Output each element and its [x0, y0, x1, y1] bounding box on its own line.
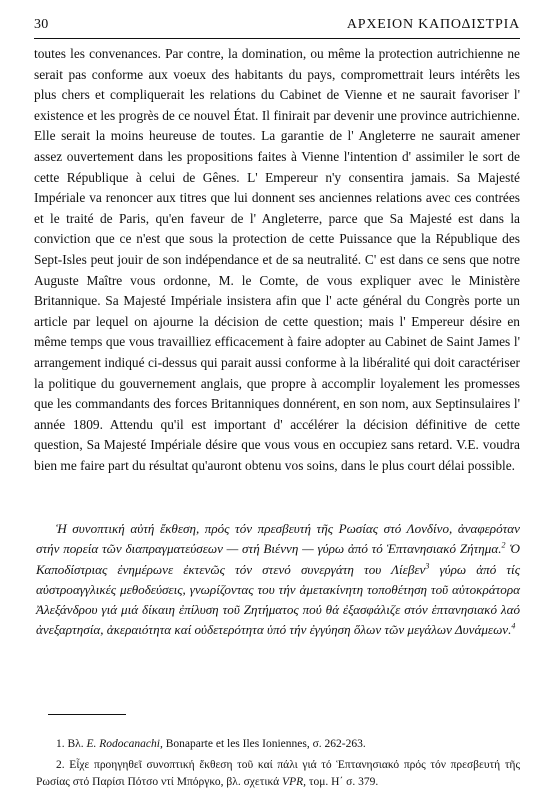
footnote-1: [36, 736, 520, 753]
footnote-2: [36, 757, 520, 791]
commentary-text-2: Ὁ Καποδίστριας ἐνημέρωνε ἐκτενῶς τόν στενό συνεργάτη του Λίεβεν: [36, 541, 520, 577]
footnotes-block: [36, 736, 520, 795]
commentary-text-1: Ἡ συνοπτική αὐτή ἔκθεση, πρός τόν πρεσβευτή τῆς Ρωσίας στό Λονδίνο, ἀναφερόταν στήν πορεία τῶν διαπραγματεύσεων — στή Βιέννη — γύρω ἀπό τό Ἑπτανησιακό Ζήτημα.: [36, 521, 520, 557]
running-title: ΑΡΧΕΙΟΝ ΚΑΠΟΔΙΣΤΡΙΑ: [346, 17, 520, 32]
footnote-prefix: Εἶχε προηγηθεῖ συνοπτική ἔκθεση τοῦ καί πάλι γιά τό Ἑπτανησιακό πρός τόν πρεσβευτή τῆς Ρωσίας στό Παρίσι Πότσο ντί Μπόργκο, βλ. σχετικά: [36, 759, 521, 788]
footnote-separator: [48, 714, 126, 715]
main-paragraph: toutes les convenances. Par contre, la domination, ou même la protection autrichienne ne serait pas conforme aux voeux des habitants du pays, compromettrait leurs intérêts les plus chers et compliquerait les relations du Cabinet de Vienne et ne saurait favoriser l' existence et les progrès de ce nouvel État. Il finirait par devenir une province autrichienne. Elle serait la moins heureuse de toutes. La garantie de l' Angleterre ne saurait amener assez ouvertement dans les propositions faites à Vienne l'intention d' assimiler le sort de cette République à celui de Gênes. L' Empereur n'y consentira jamais. Sa Majesté Impériale va renoncer aux titres que lui donnent ses anciennes relations avec ces contrées et le traité de Paris, qu'en faveur de l' Angleterre, parce que Sa Majesté est dans la conviction que ce n'est que sous la protection de cette Puissance que la République des Sept-Isles peut jouir de son indépendance et de sa neutralité. C' est dans ce sens que notre Auguste Maître vous ordonne, M. le Comte, de vous expliquer avec le Ministère Britannique. Sa Majesté Impériale insistera afin que l' acte général du Congrès porte un article par lequel on ajourne la décision de cette question; mais l' Empereur désire en même temps que vous travailliez efficacement à faire adopter au Cabinet de Saint James l' arrangement indiqué ci-dessus qui parait aussi conforme à la libéralité qui doit caractériser la politique du gouvernement anglais, que propre à accomplir loyalement les promesses que les commandants des forces Britanniques donnérent, en son nom, aux Septinsulaires l' année 1809. Attendu qu'il est important d' accélérer la décision définitive de cette question, Sa Majesté Impériale désire que vous vous en occupiez sans retard. V.E. voudra bien me faire part du résultat qu'auront obtenu vos soins, dans le plus court délai possible.: [34, 46, 520, 473]
header-rule: [34, 38, 520, 39]
footnote-source: VPR,: [282, 776, 306, 788]
running-header: [34, 17, 520, 39]
footnote-number: 2.: [56, 759, 65, 771]
page-number: 30: [34, 17, 49, 32]
footnote-author: E. Rodocanachi,: [86, 738, 163, 750]
footnote-ref-4: 4: [511, 622, 516, 632]
footnote-ref-3: 3: [425, 561, 430, 571]
footnote-rest: Bonaparte et les Iles Ioniennes, σ. 262-263.: [162, 738, 366, 750]
commentary-text-3: γύρω ἀπό τίς αὐστροαγγλικές μεθοδεύσεις, γνωρίζοντας του τήν ἀμετακίνητη τοποθέτηση τοῦ αὐτοκράτορα Ἀλεξάνδρου γιά μιά δίκαιη ἐπίλυση τοῦ Ζητήματος πού θά ἐξασφάλιζε στόν ἑπτανησιακό λαό ἀνεξαρτησία, ἀκεραιότητα καί οὐδετερότητα ὑπό τήν ἐγγύηση ὅλων τῶν μεγάλων Δυνάμεων.: [36, 561, 521, 638]
commentary-block: [36, 519, 520, 641]
footnote-ref-2: 2: [501, 540, 506, 550]
main-text-block: [34, 44, 520, 476]
footnote-number: 1.: [56, 738, 65, 750]
commentary-paragraph: [36, 519, 520, 641]
footnote-prefix: Βλ.: [67, 738, 87, 750]
footnote-rest: τομ. Η΄ σ. 379.: [306, 776, 379, 788]
